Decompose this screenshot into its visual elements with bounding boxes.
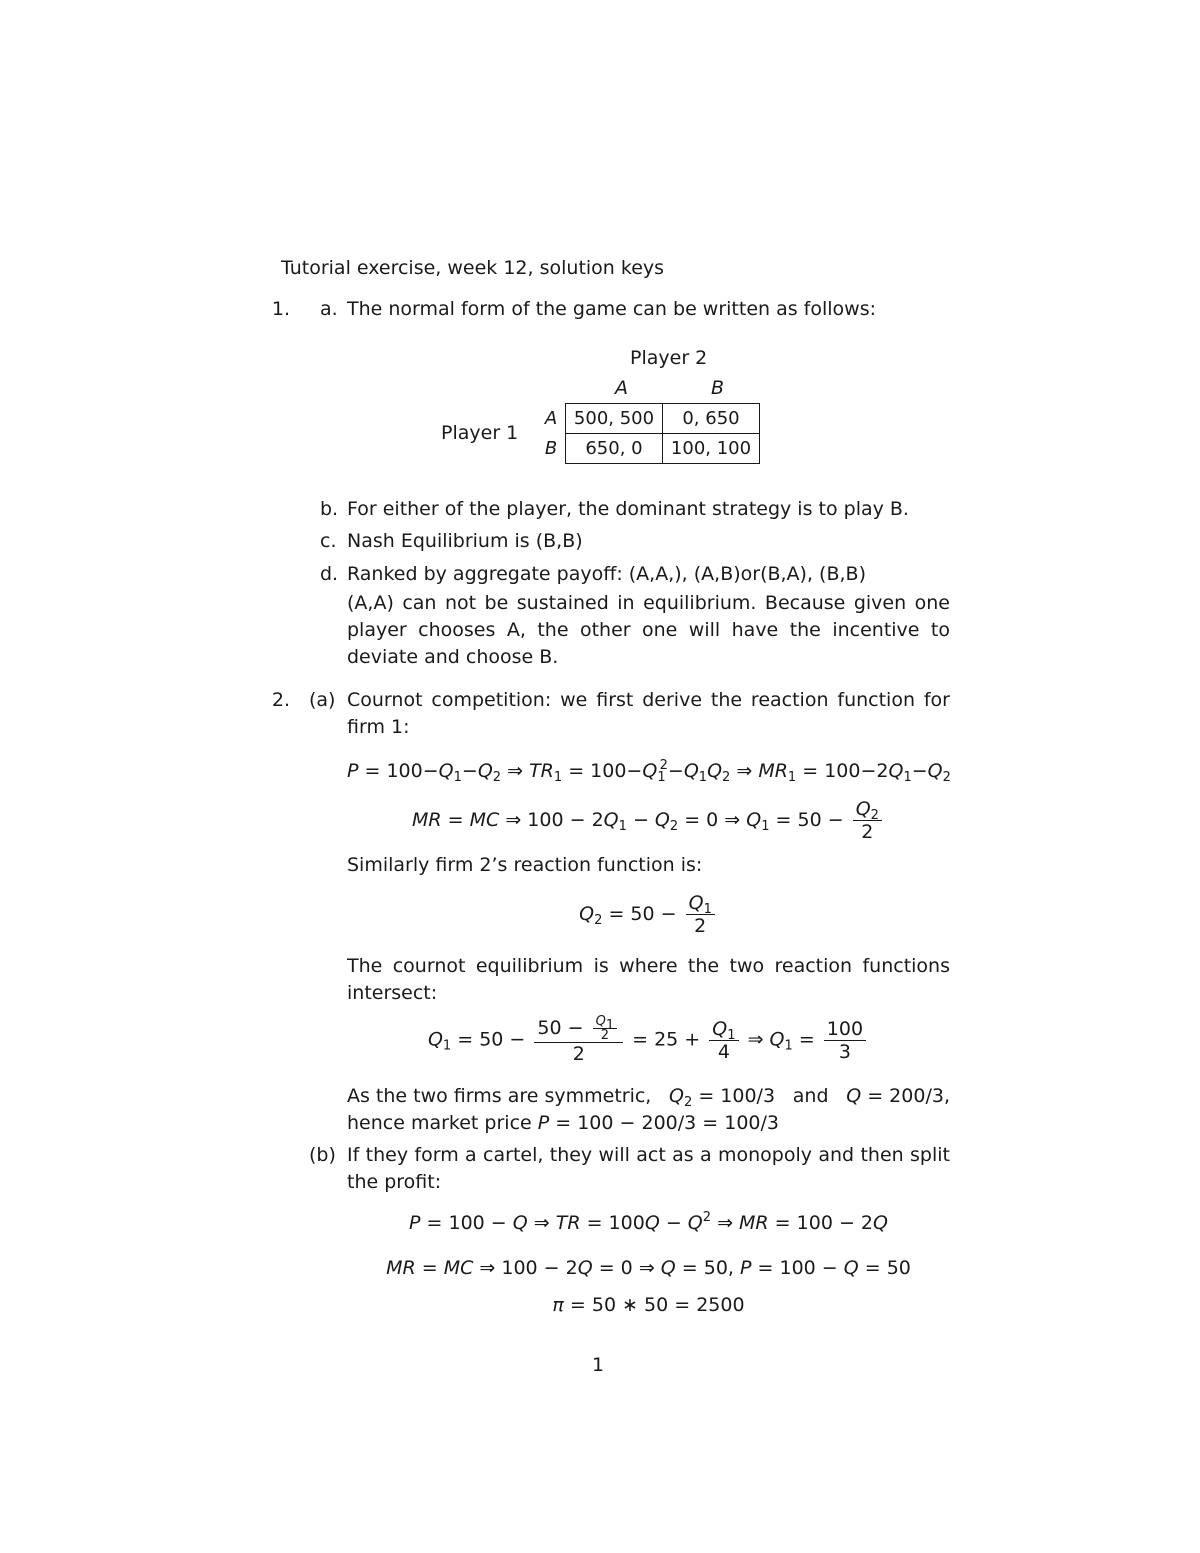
col-strategy-a: A <box>615 377 628 399</box>
q1d-text: (A,A) can not be sustained in equilibrium. Because given one player chooses A, the other one will have the incentive to deviate and choose B. <box>347 592 950 668</box>
payoff-cell: 650, 0 <box>566 434 663 464</box>
q-total-value: Q = 200/3, <box>846 1085 950 1107</box>
q2-value: $Q_2 = 100/3$ <box>669 1085 776 1110</box>
payoff-matrix <box>537 403 760 464</box>
payoff-cell: 500, 500 <box>566 404 663 434</box>
q1d-label: d. <box>320 563 339 585</box>
payoff-cell: 0, 650 <box>663 404 760 434</box>
equation-cournot-equilibrium: $Q_1 = 50$ − 50 − $\frac{Q_1}{2}$ 2 = 25 + $\frac{Q_1}{4}$ ⇒ $Q_1$ = $\frac{100}{3}$ <box>347 1015 950 1065</box>
row-strategy-b: B <box>544 438 558 459</box>
q1b-text: For either of the player, the dominant strategy is to play B. <box>347 498 909 520</box>
col-strategy-b: B <box>711 377 725 399</box>
equation-firm2-reaction: $Q_2 = 50$ − $\frac{Q_1}{2}$ <box>347 892 950 937</box>
player-1-label: Player 1 <box>441 422 519 444</box>
q1a-label: a. <box>320 298 338 320</box>
row-strategy-a: A <box>544 408 558 429</box>
q1d-line1: Ranked by aggregate payoff: (A,A,), (A,B)or(B,A), (B,B) <box>347 563 866 585</box>
question-2-number: 2. <box>271 689 290 711</box>
q2a-label: (a) <box>309 689 336 711</box>
q1b-label: b. <box>320 498 339 520</box>
q1c-label: c. <box>320 530 337 552</box>
payoff-row <box>537 404 760 434</box>
equation-reaction-derivation: $P = 100-Q_1-Q_2$ ⇒ $TR_1 = 100-Q_1^2-Q_1Q_2$ ⇒ $MR_1 = 100-2Q_1-Q_2$ <box>347 758 951 785</box>
q2b-label: (b) <box>309 1144 336 1166</box>
equation-cartel-optimum: MR = MC ⇒ 100 − 2Q = 0 ⇒ Q = 50, P = 100 − Q = 50 <box>386 1257 911 1279</box>
payoff-cell: 100, 100 <box>663 434 760 464</box>
player-2-label: Player 2 <box>630 347 708 369</box>
q1c-text: Nash Equilibrium is (B,B) <box>347 530 583 552</box>
equation-firm1-reaction: MR = MC ⇒ $100 - 2Q_1 - Q_2 = 0$ ⇒ $Q_1 = 50$ − $\frac{Q_2}{2}$ <box>347 798 950 843</box>
q2a-equilibrium-text: The cournot equilibrium is where the two reaction functions intersect: <box>347 955 950 1004</box>
q2a-intro: Cournot competition: we first derive the reaction function for firm 1: <box>347 689 950 738</box>
page-number: 1 <box>592 1354 605 1376</box>
q2a-price-line: hence market price P = 100 − 200/3 = 100/3 <box>347 1112 779 1134</box>
document-title: Tutorial exercise, week 12, solution keys <box>281 257 665 279</box>
q1a-text: The normal form of the game can be written as follows: <box>347 298 877 320</box>
equation-cartel-profit: π = 50 ∗ 50 = 2500 <box>552 1294 745 1316</box>
q2b-text: If they form a cartel, they will act as a monopoly and then split the profit: <box>347 1144 950 1193</box>
price-pre: hence market price <box>347 1112 532 1134</box>
equation-cartel-revenue: P = 100 − Q ⇒ TR = $100Q - Q^2$ ⇒ MR = 100 − 2Q <box>409 1210 888 1234</box>
symmetric-pre: As the two firms are symmetric, <box>347 1085 652 1107</box>
symmetric-and: and <box>792 1085 829 1107</box>
q2a-similar-text: Similarly firm 2’s reaction function is: <box>347 854 703 876</box>
payoff-row <box>537 434 760 464</box>
q2a-symmetric-line <box>347 1083 950 1110</box>
question-1-number: 1. <box>271 298 290 320</box>
